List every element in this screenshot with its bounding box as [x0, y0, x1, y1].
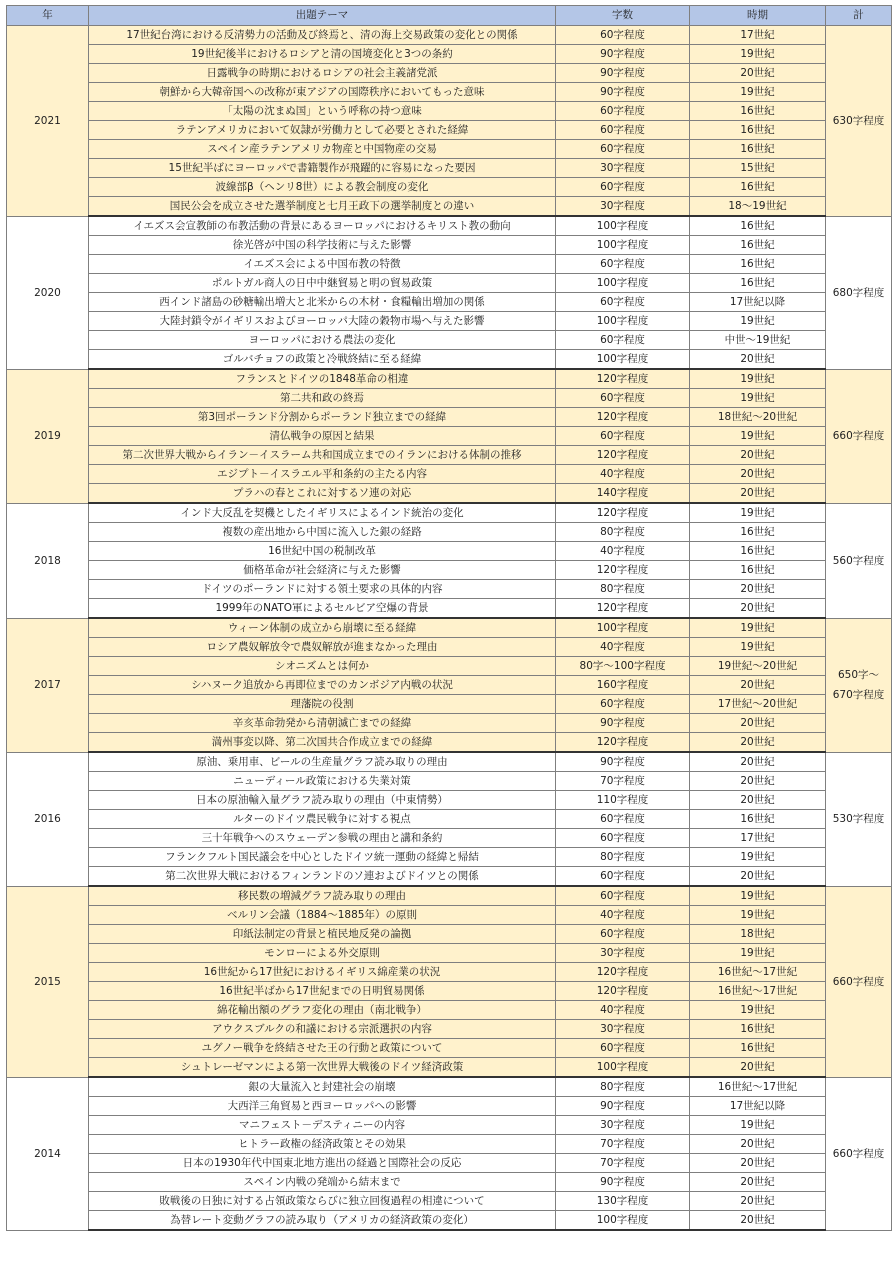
- theme-cell: 理藩院の役割: [89, 695, 556, 714]
- era-cell: 18世紀: [690, 925, 826, 944]
- year-cell: 2021: [7, 26, 89, 217]
- era-cell: 17世紀: [690, 829, 826, 848]
- theme-cell: ゴルバチョフの政策と冷戦終結に至る経緯: [89, 350, 556, 370]
- chars-cell: 100字程度: [556, 1211, 690, 1231]
- theme-cell: スペイン産ラテンアメリカ物産と中国物産の交易: [89, 140, 556, 159]
- theme-cell: 17世紀台湾における反清勢力の活動及び終焉と、清の海上交易政策の変化との関係: [89, 26, 556, 45]
- chars-cell: 120字程度: [556, 561, 690, 580]
- chars-cell: 60字程度: [556, 810, 690, 829]
- era-cell: 16世紀: [690, 102, 826, 121]
- table-row: [7, 1154, 892, 1173]
- table-row: [7, 45, 892, 64]
- theme-cell: 印紙法制定の背景と植民地反発の論拠: [89, 925, 556, 944]
- table-row: [7, 618, 892, 638]
- era-cell: 20世紀: [690, 676, 826, 695]
- theme-cell: マニフェスト－デスティニーの内容: [89, 1116, 556, 1135]
- theme-cell: 1999年のNATO軍によるセルビア空爆の背景: [89, 599, 556, 619]
- chars-cell: 40字程度: [556, 638, 690, 657]
- theme-cell: エジプト－イスラエル平和条約の主たる内容: [89, 465, 556, 484]
- chars-cell: 80字程度: [556, 580, 690, 599]
- era-cell: 17世紀以降: [690, 1097, 826, 1116]
- table-row: [7, 389, 892, 408]
- chars-cell: 100字程度: [556, 1058, 690, 1078]
- era-cell: 16世紀: [690, 523, 826, 542]
- theme-cell: 満州事変以降、第二次国共合作成立までの経緯: [89, 733, 556, 753]
- total-cell: 660字程度: [826, 1077, 892, 1230]
- chars-cell: 80字程度: [556, 1077, 690, 1097]
- era-cell: 19世紀: [690, 886, 826, 906]
- theme-cell: 第二共和政の終焉: [89, 389, 556, 408]
- chars-cell: 90字程度: [556, 714, 690, 733]
- theme-cell: 複数の産出地から中国に流入した銀の経路: [89, 523, 556, 542]
- chars-cell: 30字程度: [556, 159, 690, 178]
- table-row: [7, 772, 892, 791]
- theme-cell: 三十年戦争へのスウェーデン参戦の理由と講和条約: [89, 829, 556, 848]
- table-row: [7, 446, 892, 465]
- table-row: [7, 1116, 892, 1135]
- theme-cell: 清仏戦争の原因と結果: [89, 427, 556, 446]
- total-cell: 660字程度: [826, 369, 892, 503]
- chars-cell: 30字程度: [556, 1020, 690, 1039]
- era-cell: 19世紀: [690, 1116, 826, 1135]
- chars-cell: 90字程度: [556, 752, 690, 772]
- header-row: [7, 6, 892, 26]
- chars-cell: 120字程度: [556, 369, 690, 389]
- chars-cell: 80字程度: [556, 848, 690, 867]
- table-row: [7, 293, 892, 312]
- chars-cell: 120字程度: [556, 982, 690, 1001]
- era-cell: 18世紀～20世紀: [690, 408, 826, 427]
- total-cell: 650字～670字程度: [826, 618, 892, 752]
- table-row: [7, 848, 892, 867]
- table-row: [7, 963, 892, 982]
- chars-cell: 90字程度: [556, 83, 690, 102]
- chars-cell: 70字程度: [556, 1135, 690, 1154]
- header-chars: 字数: [556, 6, 690, 26]
- table-row: [7, 829, 892, 848]
- header-theme: 出題テーマ: [89, 6, 556, 26]
- theme-cell: 敗戦後の日独に対する占領政策ならびに独立回復過程の相違について: [89, 1192, 556, 1211]
- era-cell: 20世紀: [690, 446, 826, 465]
- table-row: [7, 178, 892, 197]
- chars-cell: 90字程度: [556, 1097, 690, 1116]
- table-row: [7, 236, 892, 255]
- table-row: [7, 369, 892, 389]
- total-cell: 680字程度: [826, 216, 892, 369]
- table-row: [7, 465, 892, 484]
- table-row: [7, 140, 892, 159]
- era-cell: 19世紀: [690, 312, 826, 331]
- exam-theme-table-container: [6, 5, 891, 1231]
- era-cell: 20世紀: [690, 1192, 826, 1211]
- year-cell: 2018: [7, 503, 89, 618]
- theme-cell: 19世紀後半におけるロシアと清の国境変化と3つの条約: [89, 45, 556, 64]
- year-cell: 2014: [7, 1077, 89, 1230]
- chars-cell: 60字程度: [556, 255, 690, 274]
- chars-cell: 40字程度: [556, 542, 690, 561]
- theme-cell: ヒトラー政権の経済政策とその効果: [89, 1135, 556, 1154]
- era-cell: 18～19世紀: [690, 197, 826, 217]
- table-row: [7, 925, 892, 944]
- chars-cell: 120字程度: [556, 599, 690, 619]
- era-cell: 20世紀: [690, 580, 826, 599]
- era-cell: 16世紀: [690, 1020, 826, 1039]
- era-cell: 16世紀: [690, 121, 826, 140]
- chars-cell: 60字程度: [556, 867, 690, 887]
- theme-cell: 西インド諸島の砂糖輸出増大と北米からの木材・食糧輸出増加の関係: [89, 293, 556, 312]
- theme-cell: 大西洋三角貿易と西ヨーロッパへの影響: [89, 1097, 556, 1116]
- theme-cell: フランスとドイツの1848革命の相違: [89, 369, 556, 389]
- chars-cell: 100字程度: [556, 350, 690, 370]
- table-row: [7, 580, 892, 599]
- theme-cell: 国民公会を成立させた選挙制度と七月王政下の選挙制度との違い: [89, 197, 556, 217]
- era-cell: 17世紀: [690, 26, 826, 45]
- chars-cell: 60字程度: [556, 389, 690, 408]
- chars-cell: 30字程度: [556, 1116, 690, 1135]
- chars-cell: 120字程度: [556, 503, 690, 523]
- table-row: [7, 274, 892, 293]
- theme-cell: インド大反乱を契機としたイギリスによるインド統治の変化: [89, 503, 556, 523]
- theme-cell: ラテンアメリカにおいて奴隷が労働力として必要とされた経緯: [89, 121, 556, 140]
- table-row: [7, 408, 892, 427]
- table-row: [7, 121, 892, 140]
- era-cell: 16世紀: [690, 178, 826, 197]
- theme-cell: 16世紀半ばから17世紀までの日明貿易関係: [89, 982, 556, 1001]
- theme-cell: プラハの春とこれに対するソ連の対応: [89, 484, 556, 504]
- year-cell: 2020: [7, 216, 89, 369]
- theme-cell: 第二次世界大戦におけるフィンランドのソ連およびドイツとの関係: [89, 867, 556, 887]
- era-cell: 20世紀: [690, 484, 826, 504]
- chars-cell: 100字程度: [556, 274, 690, 293]
- chars-cell: 70字程度: [556, 1154, 690, 1173]
- chars-cell: 90字程度: [556, 45, 690, 64]
- table-row: [7, 331, 892, 350]
- theme-cell: ロシア農奴解放令で農奴解放が進まなかった理由: [89, 638, 556, 657]
- chars-cell: 30字程度: [556, 944, 690, 963]
- era-cell: 19世紀: [690, 503, 826, 523]
- era-cell: 19世紀: [690, 1001, 826, 1020]
- header-year: 年: [7, 6, 89, 26]
- table-row: [7, 1192, 892, 1211]
- era-cell: 20世紀: [690, 733, 826, 753]
- table-row: [7, 676, 892, 695]
- theme-cell: ウィーン体制の成立から崩壊に至る経緯: [89, 618, 556, 638]
- theme-cell: 大陸封鎖令がイギリスおよびヨーロッパ大陸の穀物市場へ与えた影響: [89, 312, 556, 331]
- era-cell: 16世紀: [690, 1039, 826, 1058]
- theme-cell: 日本の1930年代中国東北地方進出の経過と国際社会の反応: [89, 1154, 556, 1173]
- table-row: [7, 83, 892, 102]
- table-row: [7, 561, 892, 580]
- theme-cell: 第二次世界大戦からイラン－イスラーム共和国成立までのイランにおける体制の推移: [89, 446, 556, 465]
- theme-cell: アウクスブルクの和議における宗派選択の内容: [89, 1020, 556, 1039]
- table-row: [7, 1097, 892, 1116]
- era-cell: 20世紀: [690, 752, 826, 772]
- era-cell: 19世紀: [690, 389, 826, 408]
- chars-cell: 120字程度: [556, 408, 690, 427]
- total-cell: 530字程度: [826, 752, 892, 886]
- era-cell: 20世紀: [690, 1173, 826, 1192]
- table-row: [7, 542, 892, 561]
- table-row: [7, 255, 892, 274]
- chars-cell: 60字程度: [556, 140, 690, 159]
- chars-cell: 60字程度: [556, 331, 690, 350]
- era-cell: 16世紀: [690, 561, 826, 580]
- theme-cell: ポルトガル商人の日中中継貿易と明の貿易政策: [89, 274, 556, 293]
- table-row: [7, 26, 892, 45]
- theme-cell: 価格革命が社会経済に与えた影響: [89, 561, 556, 580]
- chars-cell: 60字程度: [556, 925, 690, 944]
- era-cell: 19世紀: [690, 848, 826, 867]
- theme-cell: 16世紀中国の税制改革: [89, 542, 556, 561]
- table-row: [7, 867, 892, 887]
- table-row: [7, 1001, 892, 1020]
- era-cell: 16世紀～17世紀: [690, 1077, 826, 1097]
- table-row: [7, 695, 892, 714]
- table-row: [7, 752, 892, 772]
- era-cell: 中世～19世紀: [690, 331, 826, 350]
- era-cell: 20世紀: [690, 1058, 826, 1078]
- chars-cell: 80字程度: [556, 523, 690, 542]
- table-row: [7, 733, 892, 753]
- table-row: [7, 906, 892, 925]
- chars-cell: 60字程度: [556, 829, 690, 848]
- theme-cell: イエズス会宣教師の布教活動の背景にあるヨーロッパにおけるキリスト教の動向: [89, 216, 556, 236]
- era-cell: 17世紀以降: [690, 293, 826, 312]
- table-row: [7, 1058, 892, 1078]
- chars-cell: 90字程度: [556, 64, 690, 83]
- era-cell: 16世紀: [690, 140, 826, 159]
- chars-cell: 160字程度: [556, 676, 690, 695]
- theme-cell: 波線部β（ヘンリ8世）による教会制度の変化: [89, 178, 556, 197]
- table-body: [7, 26, 892, 1231]
- era-cell: 19世紀: [690, 638, 826, 657]
- chars-cell: 60字程度: [556, 121, 690, 140]
- table-row: [7, 1077, 892, 1097]
- chars-cell: 120字程度: [556, 446, 690, 465]
- chars-cell: 30字程度: [556, 197, 690, 217]
- theme-cell: ヨーロッパにおける農法の変化: [89, 331, 556, 350]
- chars-cell: 100字程度: [556, 618, 690, 638]
- table-row: [7, 657, 892, 676]
- table-row: [7, 484, 892, 504]
- chars-cell: 60字程度: [556, 293, 690, 312]
- table-row: [7, 714, 892, 733]
- table-row: [7, 102, 892, 121]
- theme-cell: 徐光啓が中国の科学技術に与えた影響: [89, 236, 556, 255]
- chars-cell: 110字程度: [556, 791, 690, 810]
- era-cell: 19世紀: [690, 906, 826, 925]
- era-cell: 15世紀: [690, 159, 826, 178]
- era-cell: 16世紀～17世紀: [690, 963, 826, 982]
- theme-cell: 日露戦争の時期におけるロシアの社会主義諸党派: [89, 64, 556, 83]
- era-cell: 17世紀～20世紀: [690, 695, 826, 714]
- era-cell: 16世紀: [690, 236, 826, 255]
- theme-cell: 15世紀半ばにヨーロッパで書籍製作が飛躍的に容易になった要因: [89, 159, 556, 178]
- table-row: [7, 312, 892, 331]
- table-row: [7, 982, 892, 1001]
- theme-cell: 銀の大量流入と封建社会の崩壊: [89, 1077, 556, 1097]
- theme-cell: 第3回ポーランド分割からポーランド独立までの経緯: [89, 408, 556, 427]
- table-row: [7, 638, 892, 657]
- year-cell: 2015: [7, 886, 89, 1077]
- era-cell: 16世紀: [690, 274, 826, 293]
- chars-cell: 90字程度: [556, 1173, 690, 1192]
- year-cell: 2016: [7, 752, 89, 886]
- era-cell: 19世紀: [690, 944, 826, 963]
- theme-cell: 日本の原油輸入量グラフ読み取りの理由（中東情勢）: [89, 791, 556, 810]
- chars-cell: 70字程度: [556, 772, 690, 791]
- theme-cell: イエズス会による中国布教の特徴: [89, 255, 556, 274]
- era-cell: 20世紀: [690, 1211, 826, 1231]
- era-cell: 19世紀: [690, 618, 826, 638]
- chars-cell: 130字程度: [556, 1192, 690, 1211]
- header-era: 時期: [690, 6, 826, 26]
- total-cell: 660字程度: [826, 886, 892, 1077]
- theme-cell: 朝鮮から大韓帝国への改称が東アジアの国際秩序においてもった意味: [89, 83, 556, 102]
- chars-cell: 60字程度: [556, 886, 690, 906]
- chars-cell: 60字程度: [556, 427, 690, 446]
- theme-cell: 辛亥革命勃発から清朝滅亡までの経緯: [89, 714, 556, 733]
- era-cell: 16世紀: [690, 216, 826, 236]
- era-cell: 19世紀: [690, 427, 826, 446]
- table-row: [7, 1020, 892, 1039]
- theme-cell: ドイツのポーランドに対する領土要求の具体的内容: [89, 580, 556, 599]
- era-cell: 20世紀: [690, 772, 826, 791]
- table-row: [7, 503, 892, 523]
- table-row: [7, 599, 892, 619]
- theme-cell: ベルリン会議（1884～1885年）の原則: [89, 906, 556, 925]
- theme-cell: ニューディール政策における失業対策: [89, 772, 556, 791]
- chars-cell: 60字程度: [556, 102, 690, 121]
- chars-cell: 100字程度: [556, 216, 690, 236]
- chars-cell: 120字程度: [556, 963, 690, 982]
- table-row: [7, 350, 892, 370]
- era-cell: 16世紀: [690, 542, 826, 561]
- table-row: [7, 159, 892, 178]
- table-row: [7, 64, 892, 83]
- exam-theme-table: [6, 5, 892, 1231]
- theme-cell: 為替レート変動グラフの読み取り（アメリカの経済政策の変化）: [89, 1211, 556, 1231]
- era-cell: 16世紀: [690, 810, 826, 829]
- era-cell: 20世紀: [690, 867, 826, 887]
- chars-cell: 40字程度: [556, 1001, 690, 1020]
- table-row: [7, 1135, 892, 1154]
- era-cell: 16世紀: [690, 255, 826, 274]
- chars-cell: 120字程度: [556, 733, 690, 753]
- theme-cell: シハヌーク追放から再即位までのカンボジア内戦の状況: [89, 676, 556, 695]
- era-cell: 19世紀: [690, 83, 826, 102]
- theme-cell: モンローによる外交原則: [89, 944, 556, 963]
- chars-cell: 100字程度: [556, 236, 690, 255]
- era-cell: 20世紀: [690, 350, 826, 370]
- theme-cell: 「太陽の沈まぬ国」という呼称の持つ意味: [89, 102, 556, 121]
- chars-cell: 60字程度: [556, 178, 690, 197]
- chars-cell: 60字程度: [556, 695, 690, 714]
- theme-cell: ルターのドイツ農民戦争に対する視点: [89, 810, 556, 829]
- era-cell: 20世紀: [690, 791, 826, 810]
- era-cell: 20世紀: [690, 1154, 826, 1173]
- chars-cell: 60字程度: [556, 1039, 690, 1058]
- era-cell: 20世紀: [690, 599, 826, 619]
- table-row: [7, 886, 892, 906]
- theme-cell: 移民数の増減グラフ読み取りの理由: [89, 886, 556, 906]
- table-row: [7, 1173, 892, 1192]
- theme-cell: ユグノー戦争を終結させた王の行動と政策について: [89, 1039, 556, 1058]
- table-row: [7, 791, 892, 810]
- table-row: [7, 810, 892, 829]
- theme-cell: フランクフルト国民議会を中心としたドイツ統一運動の経緯と帰結: [89, 848, 556, 867]
- era-cell: 19世紀～20世紀: [690, 657, 826, 676]
- table-row: [7, 197, 892, 217]
- table-row: [7, 427, 892, 446]
- chars-cell: 100字程度: [556, 312, 690, 331]
- total-cell: 560字程度: [826, 503, 892, 618]
- table-row: [7, 1211, 892, 1231]
- era-cell: 20世紀: [690, 714, 826, 733]
- theme-cell: シュトレーゼマンによる第一次世界大戦後のドイツ経済政策: [89, 1058, 556, 1078]
- year-cell: 2017: [7, 618, 89, 752]
- chars-cell: 40字程度: [556, 906, 690, 925]
- table-header: [7, 6, 892, 26]
- era-cell: 20世紀: [690, 465, 826, 484]
- table-row: [7, 216, 892, 236]
- theme-cell: シオニズムとは何か: [89, 657, 556, 676]
- chars-cell: 60字程度: [556, 26, 690, 45]
- theme-cell: 16世紀から17世紀におけるイギリス綿産業の状況: [89, 963, 556, 982]
- table-row: [7, 523, 892, 542]
- era-cell: 20世紀: [690, 1135, 826, 1154]
- chars-cell: 40字程度: [556, 465, 690, 484]
- theme-cell: スペイン内戦の発端から結末まで: [89, 1173, 556, 1192]
- chars-cell: 80字～100字程度: [556, 657, 690, 676]
- table-row: [7, 944, 892, 963]
- total-cell: 630字程度: [826, 26, 892, 217]
- chars-cell: 140字程度: [556, 484, 690, 504]
- table-row: [7, 1039, 892, 1058]
- header-total: 計: [826, 6, 892, 26]
- era-cell: 19世紀: [690, 45, 826, 64]
- theme-cell: 原油、乗用車、ビールの生産量グラフ読み取りの理由: [89, 752, 556, 772]
- theme-cell: 綿花輸出額のグラフ変化の理由（南北戦争）: [89, 1001, 556, 1020]
- era-cell: 19世紀: [690, 369, 826, 389]
- era-cell: 16世紀～17世紀: [690, 982, 826, 1001]
- era-cell: 20世紀: [690, 64, 826, 83]
- year-cell: 2019: [7, 369, 89, 503]
